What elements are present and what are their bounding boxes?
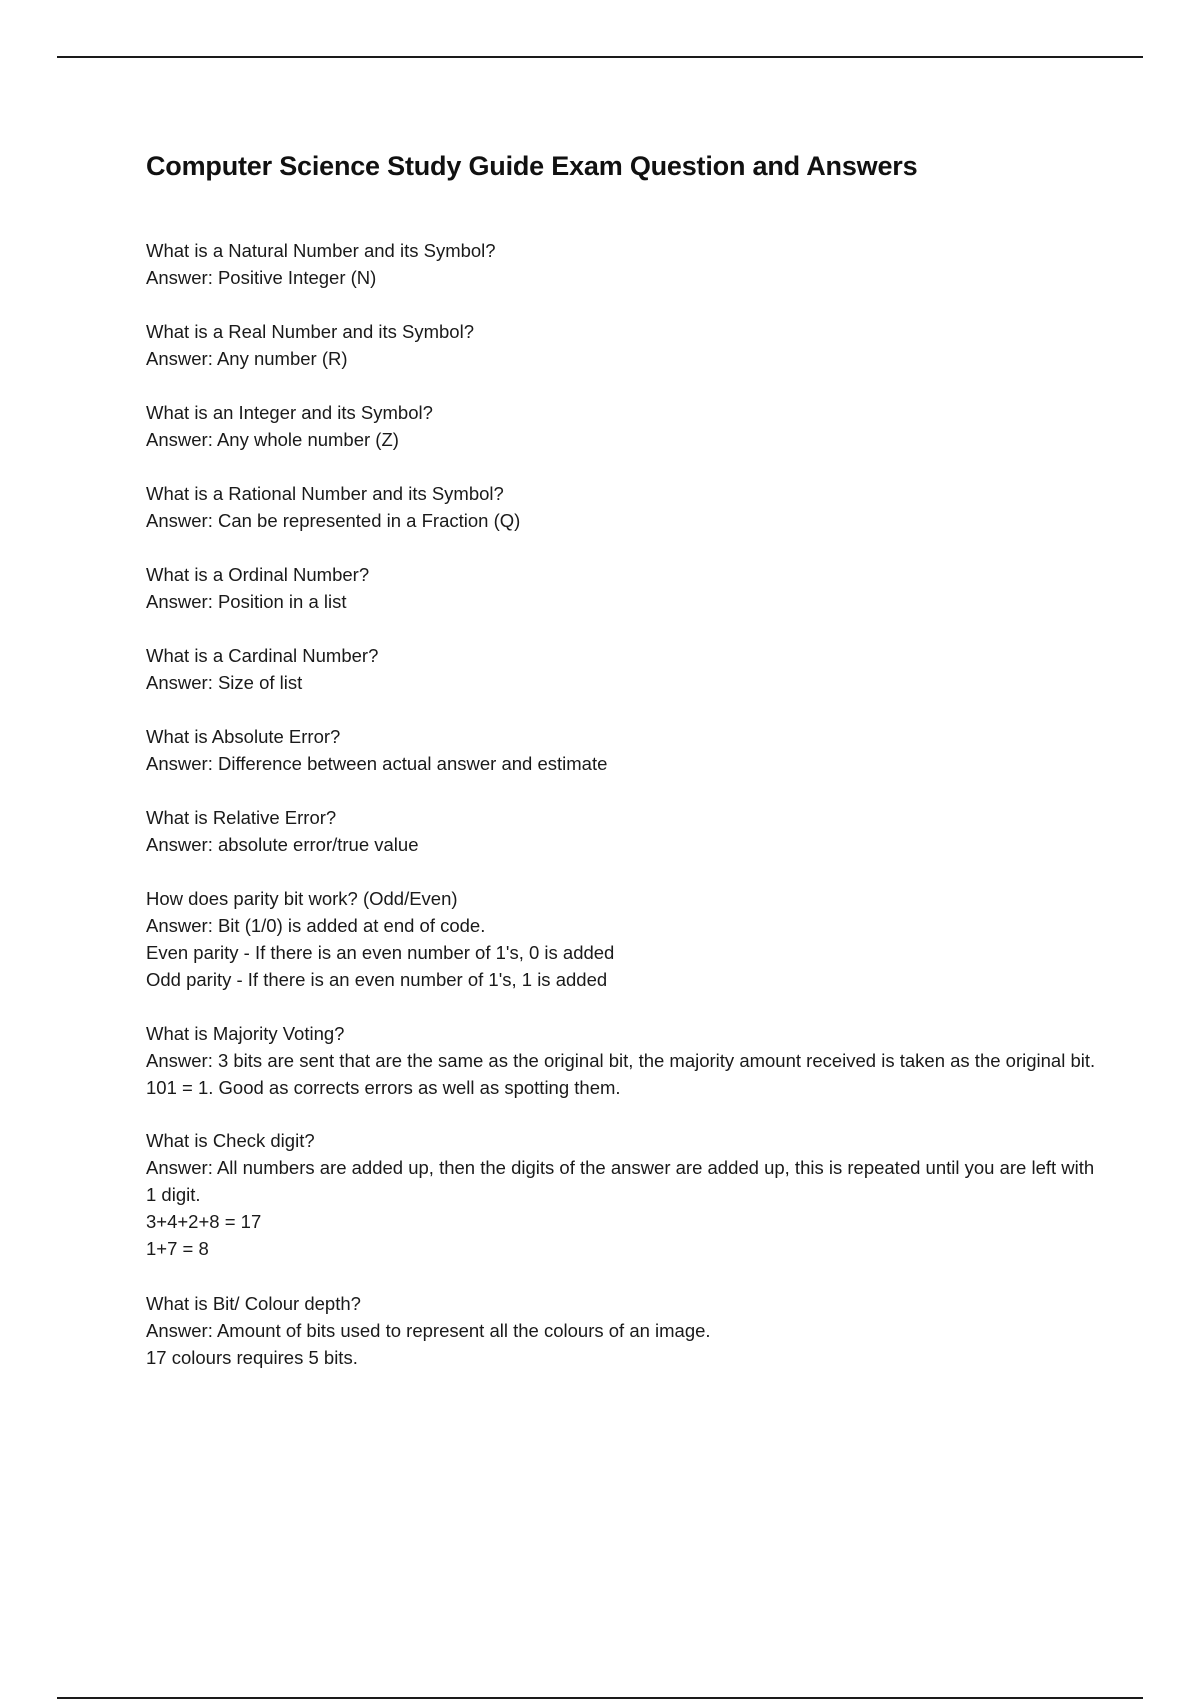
qa-parity-bit bbox=[146, 885, 1096, 993]
document-title: Computer Science Study Guide Exam Question and Answers bbox=[146, 151, 918, 181]
answer-text: Answer: Any number (R) bbox=[146, 348, 348, 369]
qa-check-digit bbox=[146, 1127, 1096, 1262]
question-text: What is Check digit? bbox=[146, 1130, 315, 1151]
answer-text: Answer: Positive Integer (N) bbox=[146, 267, 377, 288]
answer-text: Answer: Bit (1/0) is added at end of code. bbox=[146, 915, 486, 936]
top-rule bbox=[57, 56, 1143, 58]
qa-colour-depth bbox=[146, 1290, 1096, 1371]
answer-text: Answer: Any whole number (Z) bbox=[146, 429, 399, 450]
answer-extra-line: Odd parity - If there is an even number of 1's, 1 is added bbox=[146, 969, 608, 990]
question-text: What is a Real Number and its Symbol? bbox=[146, 321, 474, 342]
question-text: What is a Rational Number and its Symbol? bbox=[146, 483, 504, 504]
question-text: How does parity bit work? (Odd/Even) bbox=[146, 888, 458, 909]
answer-extra-line: 17 colours requires 5 bits. bbox=[146, 1347, 358, 1368]
answer-extra-line: 1+7 = 8 bbox=[146, 1238, 209, 1259]
answer-extra-line: Even parity - If there is an even number of 1's, 0 is added bbox=[146, 942, 615, 963]
qa-integer bbox=[146, 399, 1096, 453]
answer-extra-line: 3+4+2+8 = 17 bbox=[146, 1211, 262, 1232]
qa-relative-error bbox=[146, 804, 1096, 858]
question-text: What is a Cardinal Number? bbox=[146, 645, 379, 666]
answer-text: Answer: All numbers are added up, then the digits of the answer are added up, this is repeated until you are left with 1 digit. bbox=[146, 1157, 1095, 1205]
question-text: What is an Integer and its Symbol? bbox=[146, 402, 433, 423]
answer-text: Answer: Size of list bbox=[146, 672, 303, 693]
question-text: What is Absolute Error? bbox=[146, 726, 341, 747]
answer-text: Answer: Position in a list bbox=[146, 591, 347, 612]
question-text: What is Relative Error? bbox=[146, 807, 337, 828]
qa-cardinal-number bbox=[146, 642, 1096, 696]
answer-text: Answer: 3 bits are sent that are the same as the original bit, the majority amount received is taken as the original bit. 101 = 1. Good as corrects errors as well as spotting them. bbox=[146, 1050, 1096, 1098]
answer-text: Answer: absolute error/true value bbox=[146, 834, 419, 855]
qa-natural-number bbox=[146, 237, 1096, 291]
qa-majority-voting bbox=[146, 1020, 1096, 1101]
question-text: What is Majority Voting? bbox=[146, 1023, 345, 1044]
qa-ordinal-number bbox=[146, 561, 1096, 615]
question-text: What is Bit/ Colour depth? bbox=[146, 1293, 361, 1314]
answer-text: Answer: Difference between actual answer and estimate bbox=[146, 753, 608, 774]
bottom-rule bbox=[57, 1697, 1143, 1699]
answer-text: Answer: Can be represented in a Fraction (Q) bbox=[146, 510, 521, 531]
qa-absolute-error bbox=[146, 723, 1096, 777]
question-text: What is a Natural Number and its Symbol? bbox=[146, 240, 496, 261]
qa-rational-number bbox=[146, 480, 1096, 534]
question-text: What is a Ordinal Number? bbox=[146, 564, 370, 585]
answer-text: Answer: Amount of bits used to represent all the colours of an image. bbox=[146, 1320, 711, 1341]
qa-real-number bbox=[146, 318, 1096, 372]
